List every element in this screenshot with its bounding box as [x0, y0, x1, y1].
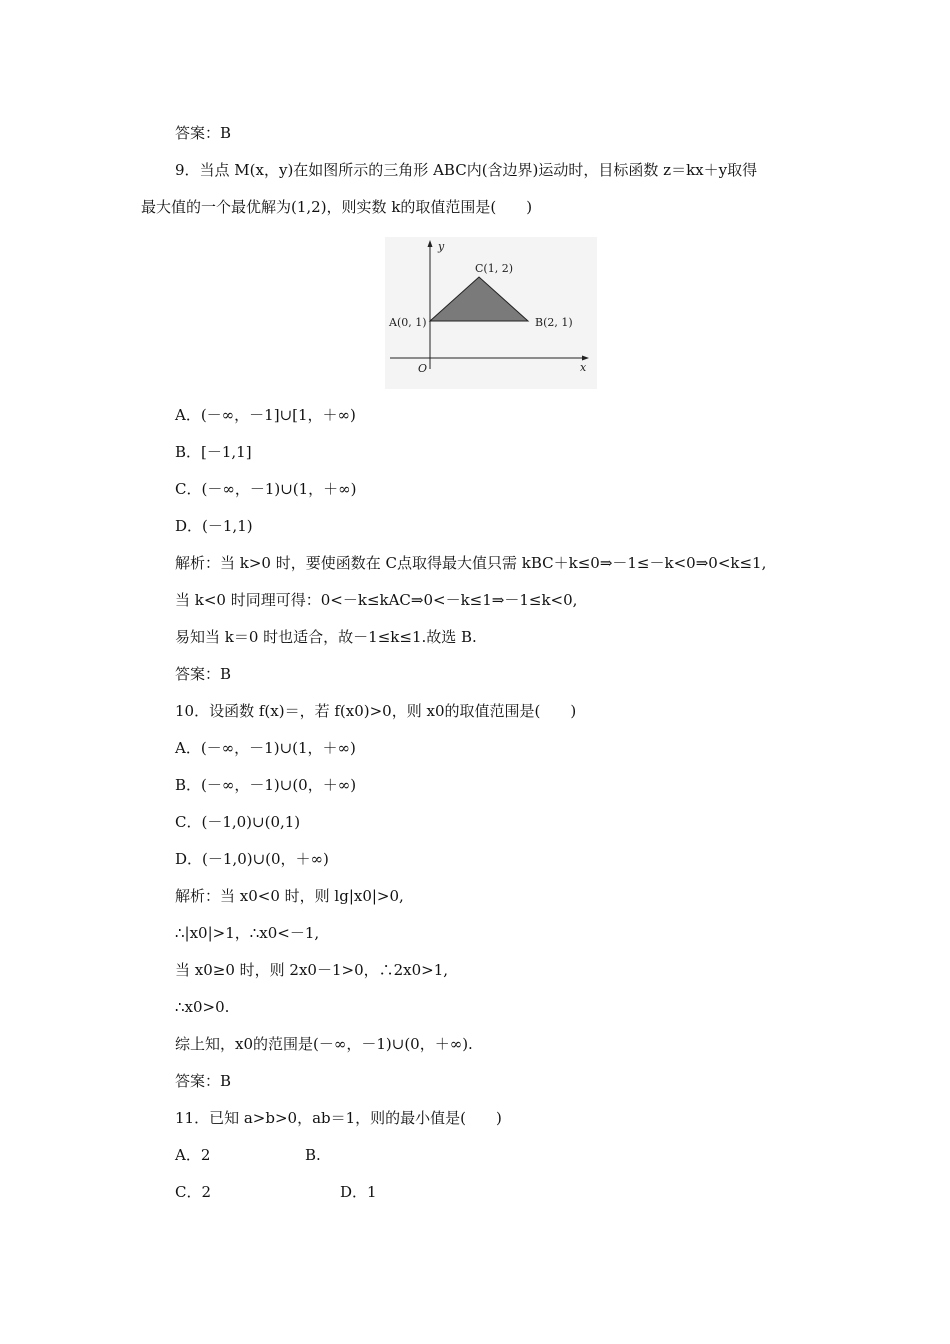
question-9-stem-cont: 最大值的一个最优解为(1,2)，则实数 k的取值范围是( ) — [141, 198, 533, 216]
x-axis-label: x — [580, 361, 587, 374]
q10-option-a: A．(－∞，－1)∪(1，＋∞) — [175, 739, 356, 757]
q10-solution-line-4: ∴x0>0. — [175, 998, 230, 1016]
answer-9: 答案：B — [175, 665, 232, 683]
q9-solution-line-1: 解析：当 k>0 时，要使函数在 C点取得最大值只需 kBC＋k≤0⇒－1≤－k<0⇒0<k≤1, — [175, 554, 767, 572]
q11-option-c: C．2 — [175, 1183, 212, 1201]
q10-solution-line-1: 解析：当 x0<0 时，则 lg|x0|>0, — [175, 887, 404, 905]
point-a-label: A(0, 1) — [389, 316, 427, 329]
question-9-stem: 9．当点 M(x，y)在如图所示的三角形 ABC内(含边界)运动时，目标函数 z＝kx＋y取得 — [175, 161, 758, 179]
q10-option-b: B．(－∞，－1)∪(0，＋∞) — [175, 776, 357, 794]
q10-solution-line-2: ∴|x0|>1，∴x0<－1, — [175, 924, 320, 942]
q11-option-a: A．2 — [175, 1146, 211, 1164]
q9-solution-line-3: 易知当 k＝0 时也适合，故－1≤k≤1.故选 B. — [175, 628, 477, 646]
triangle-figure — [385, 237, 597, 389]
q10-solution-line-5: 综上知，x0的范围是(－∞，－1)∪(0，＋∞). — [175, 1035, 473, 1053]
q9-solution-line-2: 当 k<0 时同理可得：0<－k≤kAC⇒0<－k≤1⇒－1≤k<0, — [175, 591, 578, 609]
y-axis-label: y — [438, 240, 445, 253]
q9-option-d: D．(－1,1) — [175, 517, 253, 535]
question-11-stem: 11．已知 a>b>0，ab＝1，则的最小值是( ) — [175, 1109, 502, 1127]
origin-label: O — [418, 362, 428, 375]
q11-option-d: D．1 — [340, 1183, 377, 1201]
q10-solution-line-3: 当 x0≥0 时，则 2x0－1>0，∴2x0>1, — [175, 961, 449, 979]
q9-option-b: B．[－1,1] — [175, 443, 252, 461]
q10-option-c: C．(－1,0)∪(0,1) — [175, 813, 301, 831]
q11-option-b: B. — [305, 1146, 321, 1164]
point-c-label: C(1, 2) — [475, 262, 513, 275]
triangle-abc — [430, 277, 528, 321]
question-10-stem: 10．设函数 f(x)＝，若 f(x0)>0，则 x0的取值范围是( ) — [175, 702, 577, 720]
answer-10: 答案：B — [175, 1072, 232, 1090]
q10-option-d: D．(－1,0)∪(0，＋∞) — [175, 850, 329, 868]
point-b-label: B(2, 1) — [535, 316, 573, 329]
q9-option-c: C．(－∞，－1)∪(1，＋∞) — [175, 480, 357, 498]
q9-option-a: A．(－∞，－1]∪[1，＋∞) — [175, 406, 356, 424]
answer-8: 答案：B — [175, 124, 232, 142]
